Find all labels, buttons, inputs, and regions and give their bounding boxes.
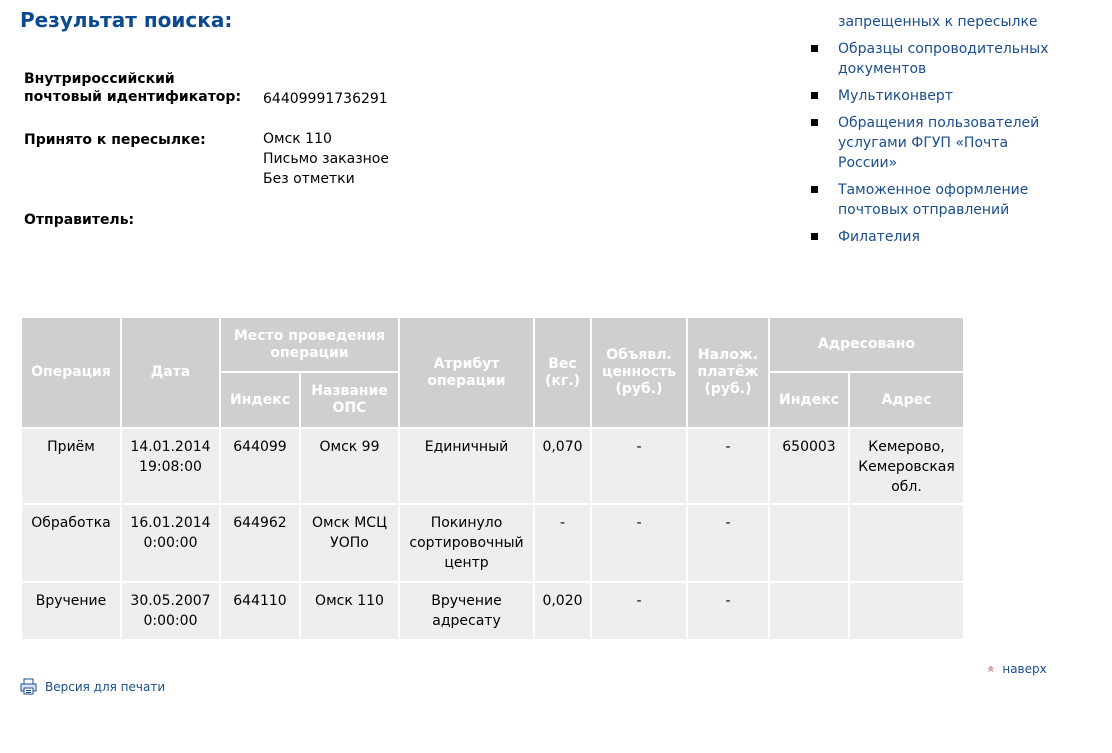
accepted-label: Принято к пересылке: <box>24 132 206 148</box>
sidebar-item-document-samples[interactable] <box>810 39 1060 79</box>
sidebar-item-customs[interactable] <box>810 180 1060 220</box>
cell-operation: Вручение <box>22 583 120 639</box>
square-bullet-icon <box>811 233 818 240</box>
cell-cod: - <box>688 429 768 503</box>
header-attribute: Атрибут операции <box>400 318 533 427</box>
header-weight: Вес (кг.) <box>535 318 590 427</box>
cell-weight: 0,070 <box>535 429 590 503</box>
cell-declared-value: - <box>592 429 686 503</box>
print-version-link[interactable] <box>20 678 165 695</box>
header-addressed: Адресовано <box>770 318 963 371</box>
sidebar-link-prohibited-items[interactable]: запрещенных к пересылке <box>838 14 1038 30</box>
tracking-id-value: 64409991736291 <box>263 91 388 107</box>
header-addressed-index: Индекс <box>770 373 848 427</box>
sidebar-item-multienvelope[interactable] <box>810 86 1060 106</box>
header-place: Место проведения операции <box>221 318 398 371</box>
page-title: Результат поиска: <box>20 8 233 32</box>
cell-declared-value: - <box>592 583 686 639</box>
back-to-top-link[interactable] <box>983 662 1047 676</box>
header-addressed-address: Адрес <box>850 373 963 427</box>
sidebar-link-philately[interactable]: Филателия <box>838 229 920 245</box>
cell-weight: 0,020 <box>535 583 590 639</box>
print-icon <box>20 678 37 695</box>
table-row <box>22 505 963 581</box>
cell-date: 14.01.2014 19:08:00 <box>122 429 219 503</box>
tracking-id-label: Внутрироссийский почтовый идентификатор: <box>24 71 242 105</box>
cell-attribute: Единичный <box>400 429 533 503</box>
table-row <box>22 583 963 639</box>
square-bullet-icon <box>811 186 818 193</box>
sender-label: Отправитель: <box>24 212 135 228</box>
cell-addressed-index: 650003 <box>770 429 848 503</box>
cell-addressed-address <box>850 583 963 639</box>
cell-office-name: Омск МСЦ УОПо <box>301 505 398 581</box>
cell-operation: Обработка <box>22 505 120 581</box>
cell-addressed-index <box>770 583 848 639</box>
cell-cod: - <box>688 505 768 581</box>
header-cod: Налож. платёж (руб.) <box>688 318 768 427</box>
cell-addressed-index <box>770 505 848 581</box>
cell-declared-value: - <box>592 505 686 581</box>
cell-cod: - <box>688 583 768 639</box>
sidebar-link-multienvelope[interactable]: Мультиконверт <box>838 88 953 104</box>
cell-index: 644962 <box>221 505 299 581</box>
print-version-label: Версия для печати <box>45 679 166 694</box>
double-chevron-up-icon: » <box>983 665 998 673</box>
cell-date: 16.01.2014 0:00:00 <box>122 505 219 581</box>
sidebar-link-customs[interactable]: Таможенное оформление почтовых отправлений <box>838 182 1029 218</box>
sidebar-link-user-appeals[interactable]: Обращения пользователей услугами ФГУП «Почта России» <box>838 115 1040 171</box>
cell-addressed-address <box>850 505 963 581</box>
sidebar-item-prohibited-items[interactable] <box>838 12 1060 32</box>
sidebar-link-document-samples[interactable]: Образцы сопроводительных документов <box>838 41 1049 77</box>
header-operation: Операция <box>22 318 120 427</box>
cell-date: 30.05.2007 0:00:00 <box>122 583 219 639</box>
header-date: Дата <box>122 318 219 427</box>
operations-table <box>20 316 965 641</box>
back-to-top-label: наверх <box>1002 662 1047 676</box>
cell-attribute: Вручение адресату <box>400 583 533 639</box>
square-bullet-icon <box>811 119 818 126</box>
cell-addressed-address: Кемерово, Кемеровская обл. <box>850 429 963 503</box>
cell-operation: Приём <box>22 429 120 503</box>
cell-office-name: Омск 99 <box>301 429 398 503</box>
header-place-index: Индекс <box>221 373 299 427</box>
square-bullet-icon <box>811 45 818 52</box>
cell-index: 644110 <box>221 583 299 639</box>
header-place-name: Название ОПС <box>301 373 398 427</box>
cell-office-name: Омск 110 <box>301 583 398 639</box>
header-declared-value: Объявл. ценность (руб.) <box>592 318 686 427</box>
accepted-value: Омск 110 Письмо заказное Без отметки <box>263 131 389 187</box>
square-bullet-icon <box>811 92 818 99</box>
sidebar-links <box>810 12 1060 254</box>
cell-index: 644099 <box>221 429 299 503</box>
sidebar-item-user-appeals[interactable] <box>810 113 1060 173</box>
table-row <box>22 429 963 503</box>
sidebar-item-philately[interactable] <box>810 227 1060 247</box>
cell-attribute: Покинуло сортировочный центр <box>400 505 533 581</box>
cell-weight: - <box>535 505 590 581</box>
